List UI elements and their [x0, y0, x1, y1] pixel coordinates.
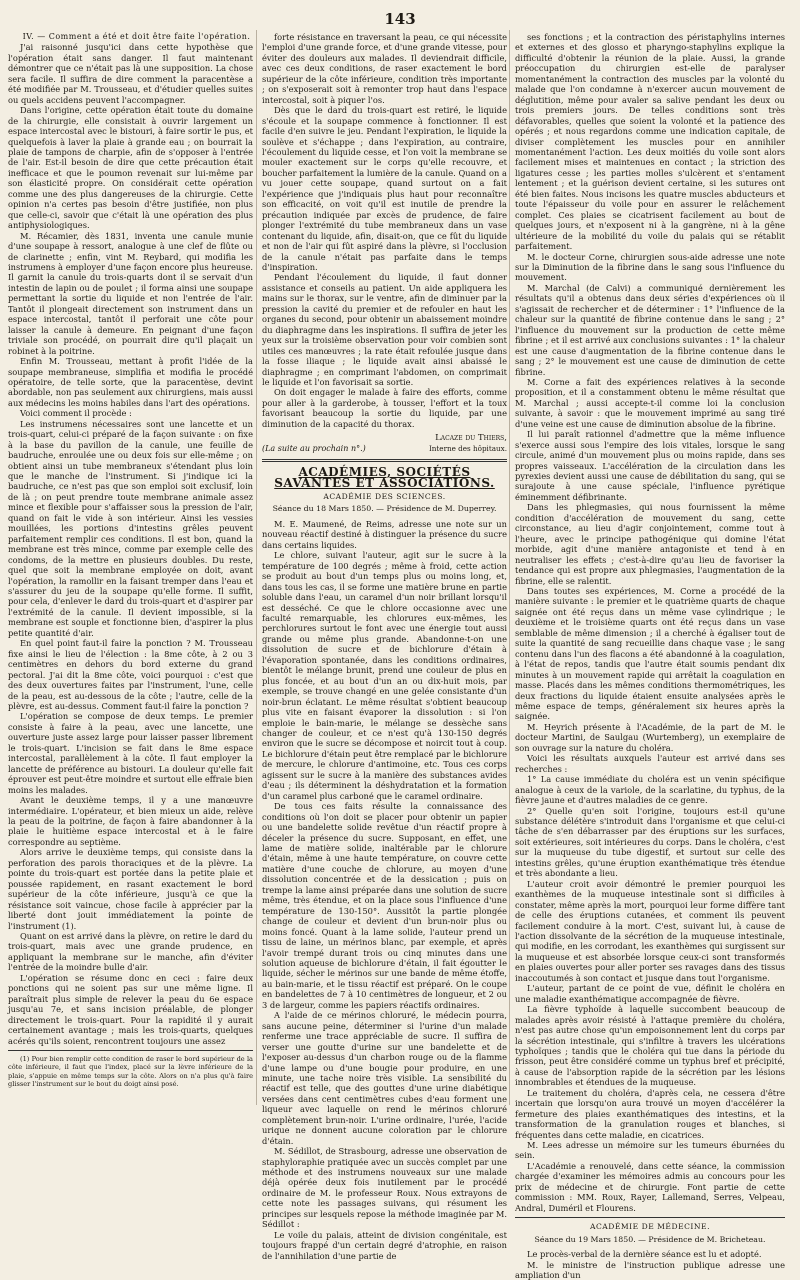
section-heading: IV. — Comment a été et doit être faite l'opération. — [22, 32, 251, 41]
paragraph: Les instrumens nécessaires sont une lancette et un trois-quart, celui-ci préparé de la façon suivante : on fixe à la base du pavillon de la canule, une feuille de baudruche, enroulée une ou deux fois sur elle-même ; on obtient ainsi un tube membraneux s'étendant plus loin que le manche de l'instrument. Si j'indique ici la baudruche, ce n'est pas que son emploi soit exclusif, loin de là ; on peut prendre toute membrane animale assez mince et flexible pour s'affaisser sous la pression de l'air, quand on fait le vide à son intérieur. Ainsi les vessies mouillées, les portions d'intestins grêles peuvent parfaitement remplir ces conditions. Il est bon, quand la membrane est très mince, comme par exemple celle des condoms, de la mettre en plusieurs doubles. Du reste, quel que soit la membrane employée on doit, avant l'opération, la ramollir en la faisant tremper dans l'eau et s'assurer du jeu de la soupape qu'elle forme. Il suffit, pour cela, d'enlever le dard du trois-quart et d'aspirer par l'extrémité de la canule. Il devient impossible, si la membrane est souple et fonctionne bien, d'aspirer la plus petite quantité d'air. — [8, 418, 253, 638]
column-3-body-b — [515, 1249, 785, 1280]
paragraph: Le procès-verbal de la dernière séance est lu et adopté. — [527, 1249, 762, 1260]
column-divider — [509, 30, 510, 1105]
section-title: ACADÉMIES, SOCIÉTÉS SAVANTES ET ASSOCIATIONS. — [274, 465, 495, 490]
column-3 — [515, 32, 786, 1280]
paragraph: 2° Quelle qu'en soit l'origine, toujours est-il qu'une substance délétère s'introduit dans l'organisme et que celui-ci tâche de s'en débarrasser par des éruptions sur les surfaces, soit extérieures, soit intérieures du corps. Dans le choléra, c'est sur la muqueuse du tube digestif, et surtout sur celle des intestins grêles, qu'une éruption exanthématique très étendue et très abondante a lieu. — [515, 805, 785, 879]
paragraph: Il lui paraît rationnel d'admettre que la même influence s'exerce aussi sous l'empire des lois vitales, lorsque le sang circule, animé d'un mouvement plus ou moins rapide, dans ses propres vaisseaux. L'accélération de la circulation dans les pyrexies devient aussi une cause de débilitation du sang, qui se surajoute à une cause spéciale, l'influence pyrétique éminemment défibrinante. — [515, 429, 785, 502]
column-divider — [256, 30, 257, 1105]
footnote: (1) Pour bien remplir cette condition de raser le bord supérieur de la côte inférieure, il faut que l'index, placé sur la lèvre inférieure de la plaie, s'appuie en même temps sur la côte. Alors on n'a plus qu'à faire glisser l'instrument sur le bout du doigt ainsi posé. — [8, 1054, 253, 1089]
paragraph: Le chlore, suivant l'auteur, agit sur le sucre à la température de 100 degrés ; même à froid, cette action se produit au bout d'un temps plus ou moins long, et, dans tous les cas, il se forme une matière brune en partie soluble dans l'eau, un caramel d'un noir brillant lorsqu'il est desséché. Ce que le chlore occasionne avec une faculté remarquable, les chlorures eux-mêmes, les perchlorures surtout le font avec une énergie tout aussi grande ou même plus grande. Abandonne-t-on une dissolution de sucre et de bichlorure d'étain à l'évaporation spontanée, dans les conditions ordinaires, bientôt le mélange brunit, prend une couleur de plus en plus foncée, et au bout d'un an ou dix-huit mois, par exemple, se trouve changé en une gelée consistante d'un noir-brun éclatant. Le même résultat s'obtient beaucoup plus vite en faisant évaporer la dissolution : si l'on emploie le bain-marie, le mélange se dessèche sans changer de couleur, et ce n'est qu'à 130-150 degrés environ que le sucre se décompose et noircit tout à coup. Le bichlorure d'étain peut être remplacé par le bichlorure de mercure, le chlorure d'antimoine, etc. Tous ces corps agissent sur le sucre à la manière des substances avides d'eau ; ils déterminent la déshydratation et la formation d'un caramel plus carboné que le caramel ordinaire. — [262, 550, 507, 801]
paragraph: Le voile du palais, atteint de division congénitale, est toujours frappé d'un certain degré d'atrophie, en raison de l'annihilation d'une partie de — [262, 1229, 507, 1261]
paragraph: 1° La cause immédiate du choléra est un venin spécifique analogue à ceux de la variole, de la scarlatine, du typhus, de la fièvre jaune et d'autres maladies de ce genre. — [515, 774, 785, 806]
page-number: 143 — [384, 10, 416, 28]
author-signature: Lacaze du Thiers, — [435, 433, 507, 444]
paragraph: J'ai raisonné jusqu'ici dans cette hypothèse que l'opération était sans danger. Il faut maintenant démontrer que ce n'était pas là une supposition. La chose sera facile. Il suffira de dire comment la paracentèse a été modifiée par M. Trousseau, et d'étudier quelles suites ou quels accidens peuvent l'accompagner. — [8, 42, 253, 105]
paragraph: Alors arrive le deuxième temps, qui consiste dans la perforation des parois thoraciques et de la plèvre. La pointe du trois-quart est portée dans la petite plaie et poussée rapidement, en rasant exactement le bord supérieur de la côte inférieure, jusqu'à ce que la résistance soit vaincue, chose facile à apprécier par la liberté dont jouit immédiatement la pointe de l'instrument (1). — [8, 847, 253, 931]
paragraph: L'Académie a renouvelé, dans cette séance, la commission chargée d'examiner les mémoires admis au concours pour les prix de médecine et de chirurgie. Font partie de cette commission : MM. Roux, Rayer, Lallemand, Serres, Velpeau, Andral, Duméril et Flourens. — [515, 1160, 785, 1213]
column-1 — [8, 32, 253, 1102]
paragraph: forte résistance en traversant la peau, ce qui nécessite l'emploi d'une grande force, et d'une grande vitesse, pour éviter des douleurs aux malades. Il deviendrait difficile, avec ces deux conditions, de raser exactement le bord supérieur de la côte inférieure, condition très importante ; on s'exposerait soit à remonter trop haut dans l'espace intercostal, soit à piquer l'os. — [262, 32, 507, 105]
paragraph: L'auteur, partant de ce point de vue, définit le choléra en une maladie exanthématique accompagnée de fièvre. — [515, 983, 785, 1004]
paragraph: Quant on est arrivé dans la plèvre, on retire le dard du trois-quart, mais avec une grande prudence, en appliquant la membrane sur le manche, afin d'éviter l'entrée de la moindre bulle d'air. — [8, 930, 253, 973]
paragraph: On doit engager le malade à faire des efforts, comme pour aller à la garderobe, à tousser, l'effort et la toux favorisant beaucoup la sortie du liquide, par une diminution de la capacité du thorax. — [262, 387, 507, 429]
subsection-title: ACADÉMIE DE MÉDECINE. — [589, 1222, 711, 1232]
paragraph: A l'aide de ce mérinos chloruré, le médecin pourra, sans aucune peine, déterminer si l'urine d'un malade renferme une trace appréciable de sucre. Il suffira de verser une goutte d'urine sur une bandelette et de l'exposer au-dessus d'un charbon rouge ou de la flamme d'une lampe ou d'une bougie pour produire, en une minute, une tache noire très visible. La sensibilité du réactif est telle, que des gouttes d'une urine diabétique versées dans cent centimètres cubes d'eau forment une liqueur avec laquelle on rend le mérinos chloruré complètement brun-noir. L'urine ordinaire, l'urée, l'acide urique ne donnent aucune coloration par le chlorure d'étain. — [262, 1010, 507, 1146]
paragraph: M. E. Maumené, de Reims, adresse une note sur un nouveau réactif destiné à distinguer la présence du sucre dans certains liquides. — [262, 518, 507, 550]
paragraph: M. le docteur Corne, chirurgien sous-aide adresse une note sur la Diminution de la fibrine dans le sang sous l'influence du mouvement. — [515, 251, 785, 283]
paragraph: De tous ces faits résulte la connaissance des conditions où l'on doit se placer pour obtenir un papier ou une bandelette solide revêtue d'un réactif propre à déceler la présence du sucre. Supposant, en effet, une lame de matière solide, inaltérable par le chlorure d'étain, même à une haute température, on couvre cette matière d'une couche de chlorure, au moyen d'une dissolution concentrée et de la dessication ; puis on trempe la lame ainsi préparée dans une solution de sucre même, très étendue, et on la place sous l'influence d'une température de 130-150°. Aussitôt la partie plongée change de couleur et devient d'un brun-noir plus ou moins foncé. Quant à la lame solide, l'auteur prend un tissu de laine, un mérinos blanc, par exemple, et après l'avoir trempé durant trois ou cinq minutes dans une solution aqueuse de bichlorure d'étain, il fait égoutter le liquide, sécher le mérinos sur une bande de même étoffe, au bain-marie, et le tissu réactif est préparé. On le coupe en bandelettes de 7 à 10 centimètres de longueur, et 2 ou 3 de largeur, comme les papiers réactifs ordinaires. — [262, 801, 507, 1010]
paragraph: Avant le deuxième temps, il y a une manœuvre intermédiaire. L'opérateur, et bien mieux un aide, relève la peau de la poitrine, de façon à faire abandonner à la plaie le huitième espace intercostal et à le faire correspondre au septième. — [8, 795, 253, 847]
column-2 — [262, 32, 507, 1261]
paragraph: Dans toutes ses expériences, M. Corne a procédé de la manière suivante : le premier et le quatrième quarts de chaque saignée ont été reçus dans un même vase cylindrique ; le deuxième et le troisième quarts ont été reçus dans un vase semblable de même dimension ; il a cherché à égaliser tout de suite la quantité de sang recueillie dans chaque vase ; le sang contenu dans l'un des flacons a été abandonné à la coagulation, à l'état de repos, tandis que l'autre était soumis pendant dix minutes à un mouvement rapide qui arrêtait la coagulation en masse. Placés dans les mêmes conditions thermométriques, les deux fractions du liquide étaient ensuite analysées après le même espace de temps, généralement six heures après la saignée. — [515, 586, 785, 722]
paragraph: Pendant l'écoulement du liquide, il faut donner assistance et conseils au patient. Un aide appliquera les mains sur le thorax, sur le ventre, afin de diminuer par la pression la cavité du premier et de refouler en haut les organes du second, pour obtenir un abaissement moindre du diaphragme dans les inspirations. Il suffira de jeter les yeux sur la troisième observation pour voir combien sont utiles ces manœuvres ; la rate était refoulée jusque dans la fosse iliaque ; le liquide avait ainsi abaissé le diaphragme ; en comprimant l'abdomen, on comprimait le liquide et l'on favorisait sa sortie. — [262, 272, 507, 387]
paragraph: Voici comment il procède : — [20, 408, 132, 419]
paragraph: M. Heyrich présente à l'Académie, de la part de M. le docteur Martini, de Saulgau (Wurtemberg), un exemplaire de son ouvrage sur la nature du choléra. — [515, 721, 785, 753]
column-2-body-a — [262, 32, 507, 429]
continuation-note: (La suite au prochain n°.) — [262, 443, 366, 453]
paragraph: M. Lees adresse un mémoire sur les tumeurs éburnées du sein. — [515, 1140, 785, 1161]
paragraph: M. Récamier, dès 1831, inventa une canule munie d'une soupape à ressort, analogue à une clef de flûte ou de clarinette ; enfin, vint M. Reybard, qui modifia les instrumens à employer d'une façon encore plus heureuse. Il garnit la canule du trois-quarts dont il se servait d'un intestin de lapin ou de poulet ; il forma ainsi une soupape permettant la sortie du liquide et non l'entrée de l'air. Tantôt il plongeait directement son instrument dans un espace intercostal, tantôt il perforait une côte pour laisser la canule à demeure. En peignant d'une façon triviale son procédé, on pourrait dire qu'il plaçait un robinet à la poitrine. — [8, 230, 253, 356]
paragraph: En quel point faut-il faire la ponction ? M. Trousseau fixe ainsi le lieu de l'élection : la 8me côte, à 2 ou 3 centimètres en dehors du bord externe du grand pectoral. J'ai dit la 8me côte, voici pourquoi : c'est que des deux ouvertures faites par l'instrument, l'une, celle de la peau, est au-dessous de la côte ; l'autre, celle de la plèvre, est au-dessus. Comment faut-il faire la ponction ? — [8, 638, 253, 711]
paragraph: La fièvre typhoïde à laquelle succombent beaucoup de malades après avoir résisté à l'attaque première du choléra, n'est pas autre chose qu'un empoisonnement lent du corps par la sécrétion intestinale, qui s'infiltre à travers les ulcérations typhoïques ; tandis que le choléra qui tue dans la période du frisson, peut être considéré comme un typhus bref et précipité, à cause de l'absorption rapide de la sécrétion par les lésions innombrables et étendues de la muqueuse. — [515, 1004, 785, 1088]
column-3-body-a — [515, 32, 785, 1213]
paragraph: Enfin M. Trousseau, mettant à profit l'idée de la soupape membraneuse, simplifia et modifia le procédé opératoire, de telle sorte, que la paracentèse, devint abordable, non pas seulement aux chirurgiens, mais aussi aux médecins les moins habiles dans l'art des opérations. — [8, 356, 253, 408]
subsection-title: ACADÉMIE DES SCIENCES. — [323, 492, 446, 502]
section-rule — [262, 459, 507, 462]
paragraph: M. Corne a fait des expériences relatives à la seconde proposition, et il a constamment obtenu le même résultat que M. Marchal ; aussi accepte-t-il comme loi la conclusion suivante, à savoir : que le mouvement imprimé au sang tiré d'une veine est une cause de diminution absolue de la fibrine. — [515, 376, 785, 429]
paragraph: M. Marchal (de Calvi) a communiqué dernièrement les résultats qu'il a obtenus dans deux séries d'expériences où il s'agissait de rechercher et de déterminer : 1° l'influence de la chaleur sur la quantité de fibrine contenue dans le sang ; 2° l'influence du mouvement sur la production de cette même fibrine ; et il est arrivé aux conclusions suivantes : 1° la chaleur est une cause d'augmentation de la fibrine contenue dans le sang ; 2° le mouvement est une cause de diminution de cette fibrine. — [515, 282, 785, 377]
paragraph: L'opération se résume donc en ceci : faire deux ponctions qui ne soient pas sur une même ligne. Il paraîtrait plus simple de relever la peau du 6e espace jusqu'au 7e, et sans incision préalable, de plonger directement le trois-quart. Pour la rapidité il y aurait certainement avantage ; mais les trois-quarts, quelques acérés qu'ils soient, rencontrent toujours une assez — [8, 972, 253, 1046]
seance-line: Séance du 19 Mars 1850. — Présidence de M. Bricheteau. — [534, 1234, 766, 1244]
paragraph: L'opération se compose de deux temps. Le premier consiste à faire à la peau, avec une lancette, une ouverture juste assez large pour laisser passer librement le trois-quart. L'incision se fait dans le 8me espace intercostal, parallèlement à la côte. Il faut employer la lancette de préférence au bistouri. La douleur qu'elle fait éprouver est peut-être moindre et surtout elle effraie bien moins les malades. — [8, 711, 254, 795]
paragraph: Dans les phlegmasies, qui nous fournissent la même condition d'accélération de mouvement du sang, cette circonstance, au lieu d'agir conjointement, comme tout à l'heure, avec le principe pathogénique qui domine l'état morbide, agit d'une manière antagoniste et tend à en neutraliser les effets ; c'est-à-dire qu'au lieu de favoriser la tendance qui est propre aux phlegmasies, l'augmentation de la fibrine, elle se ralentit. — [515, 502, 785, 586]
column-1-body — [8, 42, 253, 1046]
paragraph: Dans l'origine, cette opération était toute du domaine de la chirurgie, elle consistait à ouvrir largement un espace intercostal avec le bistouri, à faire sortir le pus, et quelquefois à laver la plaie à grande eau ; on bourrait la plaie de tampons de charpie, afin de s'opposer à l'entrée de l'air. Est-il besoin de dire que cette précaution était inefficace et que le poumon revenait sur lui-même par son élasticité propre. On considérait cette opération comme une des plus dangereuses de la chirurgie. Cette opinion n'a certes pas besoin d'être justifiée, non plus que celle-ci, savoir que c'était là une opération des plus antiphysiologiques. — [8, 105, 253, 231]
seance-line: Séance du 18 Mars 1850. — Présidence de M. Duperrey. — [272, 504, 497, 514]
paragraph: Dès que le dard du trois-quart est retiré, le liquide s'écoule et la soupape commence à fonctionner. Il est facile d'en suivre le jeu. Pendant l'expiration, le liquide la soulève et s'échappe ; dans l'expiration, au contraire, l'écoulement du liquide cesse, et l'on voit la membrane se mouler exactement sur le corps qu'elle recouvre, et boucher parfaitement la lumière de la canule. Quand on a vu jouer cette soupape, quand surtout on a fait l'expérience que j'indiquais plus haut pour reconnaître son efficacité, on voit qu'il est inutile de prendre la précaution indiquée par excès de prudence, de faire plonger l'extrémité du tube membraneux dans un vase contenant du liquide, afin, disait-on, que ce fût du liquide et non de l'air qui fût aspiré dans la plèvre, si l'occlusion de la canule n'était pas parfaite dans le temps d'inspiration. — [262, 105, 507, 272]
paragraph: ses fonctions ; et la contraction des péristaphylins internes et externes et des glosso et pharyngo-staphylins explique la difficulté d'obtenir la réunion de la plaie. Aussi, la grande préoccupation du chirurgien est-elle de paralyser momentanément la contraction des muscles par la volonté du malade que l'on condamne à n'exercer aucun mouvement de déglutition, même pour avaler sa salive pendant les deux ou trois premiers jours. De telles conditions sont très défavorables, quelles que soient la volonté et la patience des opérés ; et nous regardons comme une indication capitale, de diviser complètement les muscles pour en annihiler momentanément l'action. Les deux moitiés du voile sont alors facilement mises et maintenues en contact ; la striction des ligatures cesse ; les parties molles s'ulcèrent et s'entament lentement ; et la guérison devient certaine, si les sutures ont été bien faites. Nous incisons les quatre muscles abducteurs et toute l'épaisseur du voile pour en assurer le relâchement complet. Ces plaies se cicatrisent facilement au bout de quelques jours, et n'exposent ni à la gangrène, ni à la gêne ultérieure de la mobilité du voile du palais qui se rétablit parfaitement. — [515, 32, 785, 252]
paragraph: M. le ministre de l'instruction publique adresse une ampliation d'un — [515, 1259, 785, 1280]
section-rule — [515, 1217, 785, 1218]
paragraph: Le traitement du choléra, d'après cela, ne cessera d'être incertain que lorsqu'on aura trouvé un moyen d'accélérer la fermeture des plaies exanthématiques des intestins, et la transformation de la granulation rouges et blanches, si fréquentes dans cette maladie, en cicatrices. — [515, 1087, 785, 1140]
author-title: Interne des hôpitaux. — [428, 443, 507, 453]
column-2-body-b — [262, 519, 507, 1261]
footnote-rule — [8, 1050, 253, 1051]
paragraph: Voici les résultats auxquels l'auteur est arrivé dans ses recherches : — [515, 753, 785, 774]
paragraph: M. Sédillot, de Strasbourg, adresse une observation de staphyloraphie pratiquée avec un succès complet par une méthode et des instrumens nouveaux sur une malade déjà opérée deux fois inutilement par le procédé ordinaire de M. le professeur Roux. Nous extrayons de cette note les passages suivans, qui résument les principes sur lesquels repose la méthode imaginée par M. Sédillot : — [262, 1146, 507, 1230]
paragraph: L'auteur croit avoir démontré le premier pourquoi les exanthèmes de la muqueuse intestinale sont si difficiles à constater, même après la mort, pourquoi leur forme diffère tant de celle des éruptions cutanées, et comment ils peuvent facilement conduire à la mort. C'est, suivant lui, à cause de l'action dissolvante de la sécrétion de la muqueuse intestinale, qui modifie, en les corrodant, les exanthèmes qui surgissent sur la muqueuse et est absorbée lorsque ceux-ci sont transformés en plaies ouvertes pour aller porter ses ravages dans des tissus inaccoutumés à son contact et jusque dans tout l'organisme. — [515, 878, 786, 983]
